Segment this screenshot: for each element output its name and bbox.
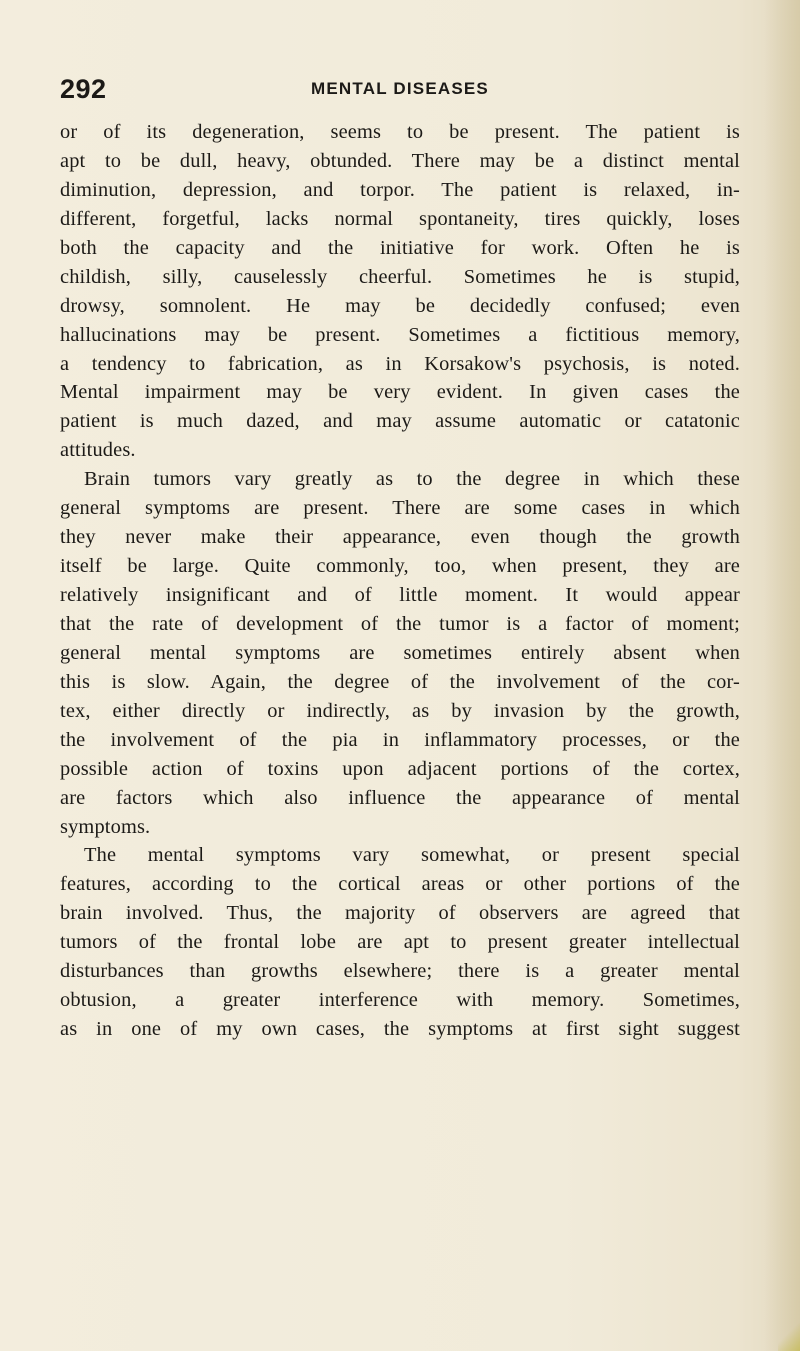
text-line: different, forgetful, lacks normal spontaneity, tires quickly, loses — [60, 207, 740, 230]
text-line: the involvement of the pia in inflammatory processes, or the — [60, 728, 740, 751]
text-line: that the rate of development of the tumor is a factor of moment; — [60, 612, 740, 635]
text-line: patient is much dazed, and may assume automatic or catatonic — [60, 410, 740, 433]
page-number: 292 — [60, 74, 107, 104]
text-line: tumors of the frontal lobe are apt to present greater intellectual — [60, 931, 740, 954]
text-line: features, according to the cortical areas or other portions of the — [60, 873, 740, 896]
text-line: brain involved. Thus, the majority of observers are agreed that — [60, 902, 740, 925]
text-line: hallucinations may be present. Sometimes a fictitious memory, — [60, 323, 740, 346]
text-line: diminution, depression, and torpor. The patient is relaxed, in- — [60, 178, 740, 201]
text-line: or of its degeneration, seems to be present. The patient is — [60, 121, 740, 143]
text-line: apt to be dull, heavy, obtunded. There may be a distinct mental — [60, 149, 740, 172]
text-line: they never make their appearance, even though the growth — [60, 526, 740, 549]
text-line: The mental symptoms vary somewhat, or present special — [84, 844, 740, 867]
text-line: relatively insignificant and of little moment. It would appear — [60, 584, 740, 606]
text-line: a tendency to fabrication, as in Korsakow's psychosis, is noted. — [60, 352, 740, 375]
text-line: itself be large. Quite commonly, too, when present, they are — [60, 555, 740, 578]
text-line: as in one of my own cases, the symptoms at first sight suggest — [60, 1018, 740, 1041]
text-line: Mental impairment may be very evident. In given cases the — [60, 381, 740, 404]
text-line: both the capacity and the initiative for work. Often he is — [60, 236, 740, 259]
page-edge-shadow — [764, 0, 800, 1351]
body-text — [60, 118, 740, 1044]
text-line: are factors which also influence the appearance of mental — [60, 786, 740, 809]
text-line: Brain tumors vary greatly as to the degree in which these — [84, 468, 740, 491]
text-line: symptoms. — [60, 815, 151, 838]
text-line: disturbances than growths elsewhere; there is a greater mental — [60, 960, 740, 983]
text-line: attitudes. — [60, 439, 136, 462]
text-line: general symptoms are present. There are some cases in which — [60, 497, 740, 520]
text-line: tex, either directly or indirectly, as by invasion by the growth, — [60, 699, 740, 722]
text-line: this is slow. Again, the degree of the involvement of the cor- — [60, 670, 740, 693]
text-line: drowsy, somnolent. He may be decidedly confused; even — [60, 294, 740, 317]
running-head: MENTAL DISEASES — [311, 79, 489, 98]
page-corner-discoloration — [778, 1323, 800, 1351]
page-header — [60, 71, 740, 107]
text-line: obtusion, a greater interference with memory. Sometimes, — [60, 989, 740, 1012]
text-line: childish, silly, causelessly cheerful. Sometimes he is stupid, — [60, 265, 740, 288]
text-line: general mental symptoms are sometimes entirely absent when — [60, 641, 740, 664]
text-line: possible action of toxins upon adjacent portions of the cortex, — [60, 757, 740, 780]
